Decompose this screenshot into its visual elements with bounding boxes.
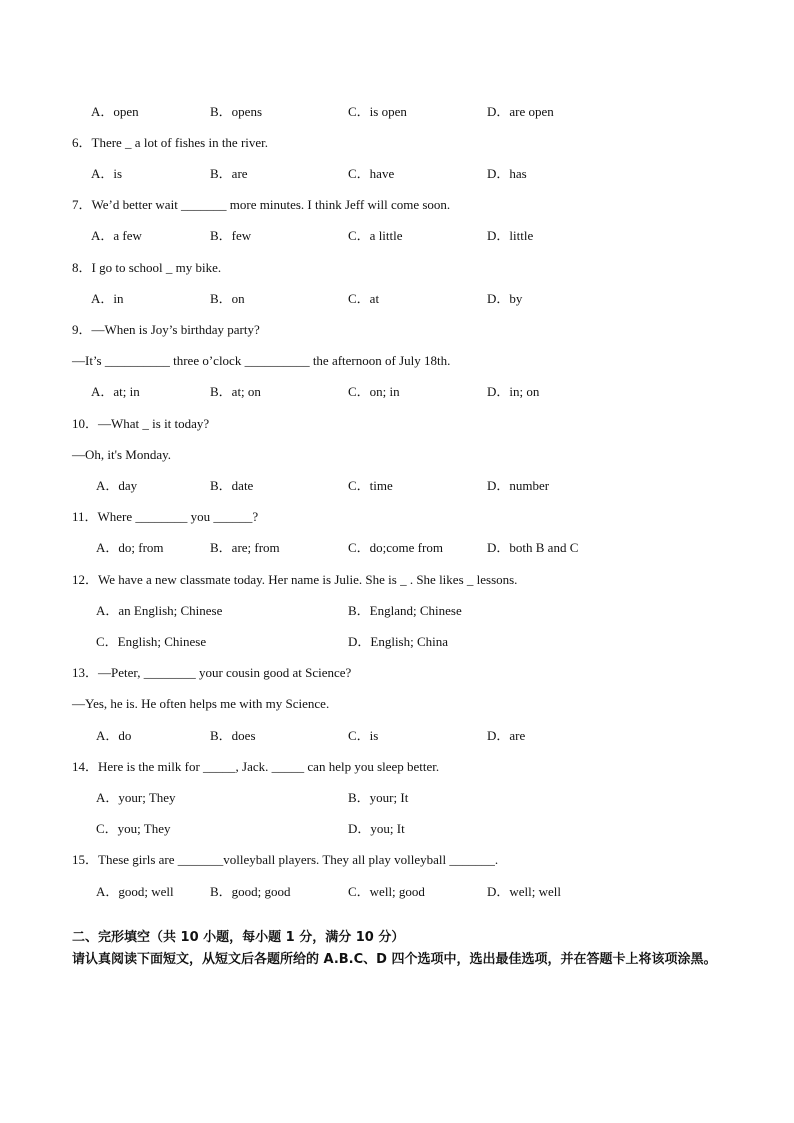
option-a: A．your; They	[96, 790, 176, 805]
question-8-stem: 8．I go to school _ my bike.	[72, 260, 222, 275]
option-d: D．has	[487, 166, 527, 181]
option-a: A．is	[91, 166, 123, 181]
option-b: B．opens	[210, 104, 263, 119]
option-b: B．England; Chinese	[348, 603, 462, 618]
option-d: D．both B and C	[487, 540, 579, 555]
option-a: A．open	[91, 104, 139, 119]
question-10-answer-line: —Oh, it's Monday.	[72, 447, 171, 462]
question-9-stem: 9．—When is Joy’s birthday party?	[72, 322, 260, 337]
option-b: B．are; from	[210, 540, 280, 555]
option-a: A．at; in	[91, 384, 140, 399]
option-d: D．are	[487, 728, 526, 743]
option-d: D．are open	[487, 104, 554, 119]
option-b: B．at; on	[210, 384, 261, 399]
option-d: D．by	[487, 291, 523, 306]
option-d: D．you; It	[348, 821, 405, 836]
section-2-title: 二、完形填空（共 10 小题，每小题 1 分，满分 10 分）	[72, 930, 405, 945]
option-d: D．number	[487, 478, 550, 493]
option-c: C．is open	[348, 104, 407, 119]
option-d: D．well; well	[487, 884, 562, 899]
option-b: B．date	[210, 478, 254, 493]
option-b: B．good; good	[210, 884, 291, 899]
option-b: B．does	[210, 728, 256, 743]
option-c: C．English; Chinese	[96, 634, 207, 649]
option-c: C．time	[348, 478, 393, 493]
option-b: B．on	[210, 291, 245, 306]
question-10-stem: 10．—What _ is it today?	[72, 416, 210, 431]
question-15-stem: 15．These girls are _______volleyball players. They all play volleyball _______.	[72, 852, 499, 867]
option-a: A．do; from	[96, 540, 164, 555]
option-a: A．day	[96, 478, 138, 493]
option-c: C．is	[348, 728, 379, 743]
question-13-answer-line: —Yes, he is. He often helps me with my Science.	[72, 696, 330, 711]
option-d: D．little	[487, 228, 534, 243]
option-a: A．a few	[91, 228, 142, 243]
option-a: A．good; well	[96, 884, 174, 899]
question-14-stem: 14．Here is the milk for _____, Jack. _____ can help you sleep better.	[72, 759, 440, 774]
option-d: D．in; on	[487, 384, 540, 399]
option-a: A．in	[91, 291, 124, 306]
option-c: C．do;come from	[348, 540, 443, 555]
option-b: B．are	[210, 166, 248, 181]
option-c: C．a little	[348, 228, 403, 243]
question-7-stem: 7．We’d better wait _______ more minutes. I think Jeff will come soon.	[72, 197, 451, 212]
question-12-stem: 12．We have a new classmate today. Her name is Julie. She is _ . She likes _ lessons.	[72, 572, 518, 587]
option-c: C．have	[348, 166, 395, 181]
option-c: C．at	[348, 291, 380, 306]
option-b: B．few	[210, 228, 252, 243]
option-a: A．an English; Chinese	[96, 603, 223, 618]
option-a: A．do	[96, 728, 132, 743]
question-13-stem: 13．—Peter, ________ your cousin good at Science?	[72, 665, 352, 680]
option-c: C．on; in	[348, 384, 400, 399]
option-b: B．your; It	[348, 790, 409, 805]
option-c: C．you; They	[96, 821, 171, 836]
section-2-instructions: 请认真阅读下面短文，从短文后各题所给的 A.B.C、D 四个选项中，选出最佳选项，并在答题卡上将该项涂黑。	[72, 952, 717, 967]
question-6-stem: 6．There _ a lot of fishes in the river.	[72, 135, 269, 150]
option-d: D．English; China	[348, 634, 449, 649]
option-c: C．well; good	[348, 884, 425, 899]
question-11-stem: 11．Where ________ you ______?	[72, 509, 259, 524]
question-9-answer-line: —It’s __________ three o’clock __________ the afternoon of July 18th.	[72, 353, 451, 368]
